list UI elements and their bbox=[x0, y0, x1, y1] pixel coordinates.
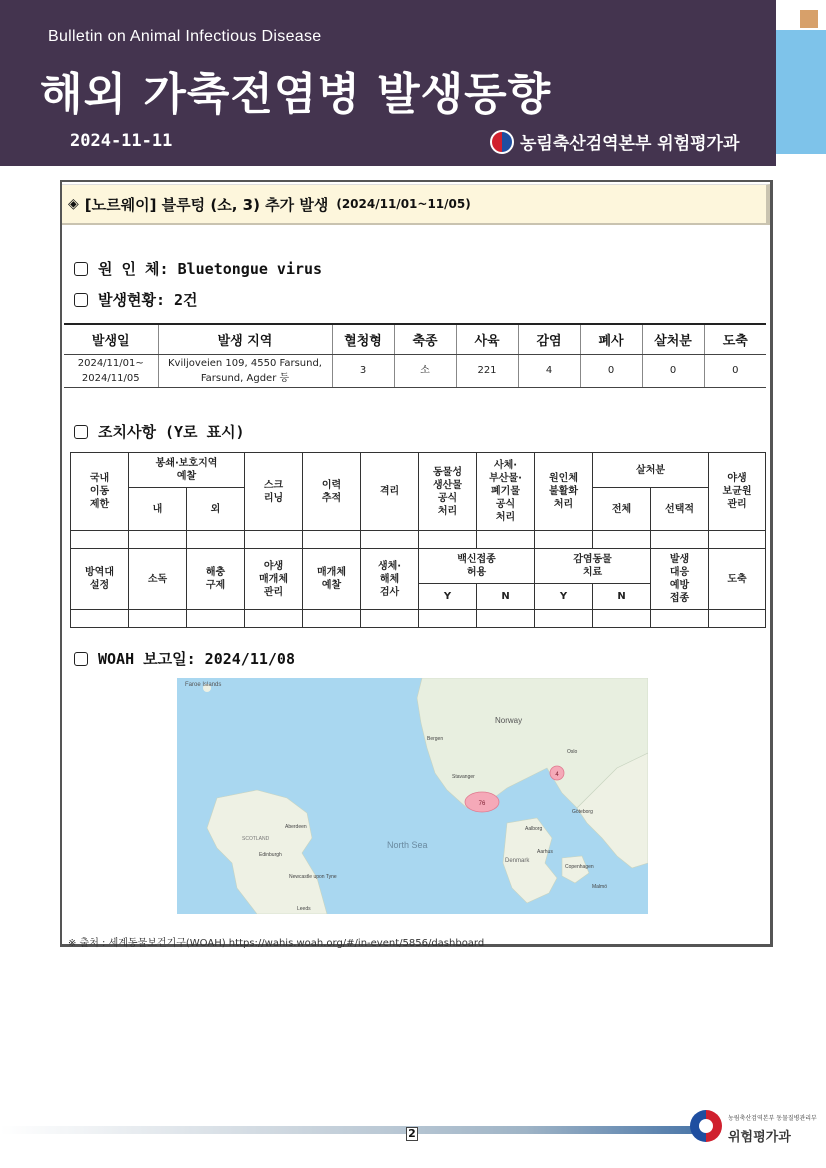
map-label-scotland: SCOTLAND bbox=[242, 836, 270, 842]
infected-cell: 4 bbox=[518, 354, 580, 387]
col-header: 살처분 bbox=[642, 324, 704, 354]
culled-cell: 0 bbox=[642, 354, 704, 387]
value-cell bbox=[651, 610, 709, 628]
measures-header-row-2a bbox=[71, 549, 766, 584]
map-label-north-sea: North Sea bbox=[387, 840, 428, 850]
serotype-cell: 3 bbox=[332, 354, 394, 387]
pathogen-text: 원 인 체: Bluetongue virus bbox=[98, 260, 323, 278]
map-label-newcastle: Newcastle upon Tyne bbox=[289, 874, 337, 880]
date-end: 2024/11/05 bbox=[81, 372, 140, 384]
map-label-stavanger: Stavanger bbox=[452, 774, 475, 780]
zone-header: 방역대 설정 bbox=[71, 549, 129, 610]
section-measures bbox=[74, 421, 245, 442]
slaughtered-cell: 0 bbox=[704, 354, 766, 387]
col-header: 발생 지역 bbox=[158, 324, 332, 354]
footer-line bbox=[0, 1126, 700, 1134]
screening-header: 스크 리닝 bbox=[245, 453, 303, 531]
containment-header: 봉쇄·보호지역 예찰 bbox=[129, 453, 245, 488]
pest-header: 해충 구제 bbox=[187, 549, 245, 610]
table-header-row bbox=[64, 324, 766, 354]
header-accent-square bbox=[800, 10, 818, 28]
woah-text: WOAH 보고일: 2024/11/08 bbox=[98, 650, 295, 668]
outbreak-table bbox=[64, 323, 766, 388]
col-header: 감염 bbox=[518, 324, 580, 354]
map-label-aalborg: Aalborg bbox=[525, 826, 543, 832]
section-pathogen bbox=[74, 258, 322, 279]
vector-surveillance-header: 매개체 예찰 bbox=[303, 549, 361, 610]
vaccination-y-header: Y bbox=[419, 584, 477, 610]
quarantine-header: 격리 bbox=[361, 453, 419, 531]
measures-text: 조치사항 (Y로 표시) bbox=[98, 423, 245, 441]
vaccination-header: 백신접종 허용 bbox=[419, 549, 535, 584]
carcass-header: 사체· 부산물· 폐기물 공식 처리 bbox=[477, 453, 535, 531]
map-label-leeds: Leeds bbox=[297, 906, 311, 912]
col-header: 폐사 bbox=[580, 324, 642, 354]
map-label-oslo: Oslo bbox=[567, 749, 578, 755]
publish-date: 2024-11-11 bbox=[70, 131, 173, 151]
value-cell bbox=[303, 610, 361, 628]
col-header: 도축 bbox=[704, 324, 766, 354]
map-label-copenhagen: Copenhagen bbox=[565, 864, 594, 870]
vaccination-n-header: N bbox=[477, 584, 535, 610]
map-label-aarhus: Aarhus bbox=[537, 849, 553, 855]
species-cell: 소 bbox=[394, 354, 456, 387]
tracing-header: 이력 추적 bbox=[303, 453, 361, 531]
map-label-aberdeen: Aberdeen bbox=[285, 824, 307, 830]
slaughter-header: 도축 bbox=[709, 549, 766, 610]
date-cell bbox=[64, 354, 158, 387]
map-label-denmark: Denmark bbox=[505, 858, 530, 864]
outside-header: 외 bbox=[187, 488, 245, 531]
culling-header: 살처분 bbox=[593, 453, 709, 488]
section-status bbox=[74, 289, 198, 310]
map-label-goteborg: Göteborg bbox=[572, 809, 593, 815]
section-woah bbox=[74, 648, 295, 669]
preventive-vaccination-header: 발생 대응 예방 접종 bbox=[651, 549, 709, 610]
map-label-edinburgh: Edinburgh bbox=[259, 852, 282, 858]
footer-taegeuk-logo-icon bbox=[690, 1110, 722, 1142]
checkbox-square-icon bbox=[74, 425, 88, 439]
culling-selective-header: 선택적 bbox=[651, 488, 709, 531]
value-cell bbox=[593, 531, 651, 549]
treatment-y-header: Y bbox=[535, 584, 593, 610]
value-cell bbox=[187, 610, 245, 628]
page-number: 2 bbox=[406, 1127, 418, 1141]
region-cell bbox=[158, 354, 332, 387]
header-org-label: 농림축산검역본부 위험평가과 bbox=[520, 134, 740, 154]
col-header: 발생일 bbox=[64, 324, 158, 354]
measures-value-row-2 bbox=[71, 610, 766, 628]
region-line-1: Kviljoveien 109, 4550 Farsund, bbox=[167, 357, 322, 369]
header-org bbox=[490, 129, 739, 154]
taegeuk-logo-icon bbox=[490, 130, 514, 154]
status-text: 발생현황: 2건 bbox=[98, 291, 198, 309]
treatment-n-header: N bbox=[593, 584, 651, 610]
products-header: 동물성 생산물 공식 처리 bbox=[419, 453, 477, 531]
treatment-header: 감염동물 치료 bbox=[535, 549, 651, 584]
col-header: 사육 bbox=[456, 324, 518, 354]
report-banner bbox=[62, 184, 770, 225]
region-line-2: Farsund, Agder 등 bbox=[200, 372, 290, 384]
value-cell bbox=[245, 531, 303, 549]
value-cell bbox=[361, 610, 419, 628]
value-cell bbox=[651, 531, 709, 549]
value-cell bbox=[709, 610, 766, 628]
value-cell bbox=[245, 610, 303, 628]
footer-org: 위험평가과 bbox=[728, 1130, 791, 1145]
checkbox-square-icon bbox=[74, 652, 88, 666]
footer-org-small: 농림축산검역본부 동물질병관리부 bbox=[728, 1115, 817, 1122]
value-cell bbox=[187, 531, 245, 549]
value-cell bbox=[303, 531, 361, 549]
checkbox-square-icon bbox=[74, 293, 88, 307]
map-label-norway: Norway bbox=[495, 716, 523, 725]
value-cell bbox=[477, 610, 535, 628]
value-cell bbox=[419, 610, 477, 628]
map-label-faroe: Faroe Islands bbox=[185, 682, 222, 688]
value-cell bbox=[709, 531, 766, 549]
inside-header: 내 bbox=[129, 488, 187, 531]
movement-header: 국내 이동 제한 bbox=[71, 453, 129, 531]
table-row bbox=[64, 354, 766, 387]
value-cell bbox=[535, 531, 593, 549]
live-slaughter-header: 생체· 해체 검사 bbox=[361, 549, 419, 610]
measures-table bbox=[70, 452, 766, 628]
wild-vector-header: 야생 매개체 관리 bbox=[245, 549, 303, 610]
value-cell bbox=[477, 531, 535, 549]
map-label-bergen: Bergen bbox=[427, 736, 444, 742]
date-start: 2024/11/01~ bbox=[77, 357, 144, 369]
inactivation-header: 원인체 불활화 처리 bbox=[535, 453, 593, 531]
culling-all-header: 전체 bbox=[593, 488, 651, 531]
dead-cell: 0 bbox=[580, 354, 642, 387]
col-header: 축종 bbox=[394, 324, 456, 354]
wildlife-reservoir-header: 야생 보균원 관리 bbox=[709, 453, 766, 531]
value-cell bbox=[593, 610, 651, 628]
source-note: ※ 출처 : 세계동물보건기구(WOAH) https://wahis.woah.org/#/in-event/5856/dashboard bbox=[68, 938, 485, 949]
outbreak-map bbox=[177, 678, 648, 914]
value-cell bbox=[71, 531, 129, 549]
measures-header-row-1a bbox=[71, 453, 766, 488]
value-cell bbox=[71, 610, 129, 628]
reared-cell: 221 bbox=[456, 354, 518, 387]
col-header: 혈청형 bbox=[332, 324, 394, 354]
page-title: 해외 가축전염병 발생동향 bbox=[40, 69, 552, 120]
map-count-small: 4 bbox=[555, 772, 559, 778]
measures-value-row-1 bbox=[71, 531, 766, 549]
value-cell bbox=[361, 531, 419, 549]
value-cell bbox=[535, 610, 593, 628]
disinfection-header: 소독 bbox=[129, 549, 187, 610]
value-cell bbox=[419, 531, 477, 549]
value-cell bbox=[129, 610, 187, 628]
report-title: [노르웨이] 블루텅 (소, 3) 추가 발생 bbox=[84, 195, 329, 214]
diamond-icon: ◈ bbox=[68, 196, 79, 212]
bulletin-subtitle: Bulletin on Animal Infectious Disease bbox=[48, 28, 322, 45]
map-count-main: 76 bbox=[478, 801, 486, 807]
report-period: (2024/11/01~11/05) bbox=[336, 197, 471, 211]
value-cell bbox=[129, 531, 187, 549]
map-label-malmo: Malmö bbox=[592, 884, 608, 890]
checkbox-square-icon bbox=[74, 262, 88, 276]
